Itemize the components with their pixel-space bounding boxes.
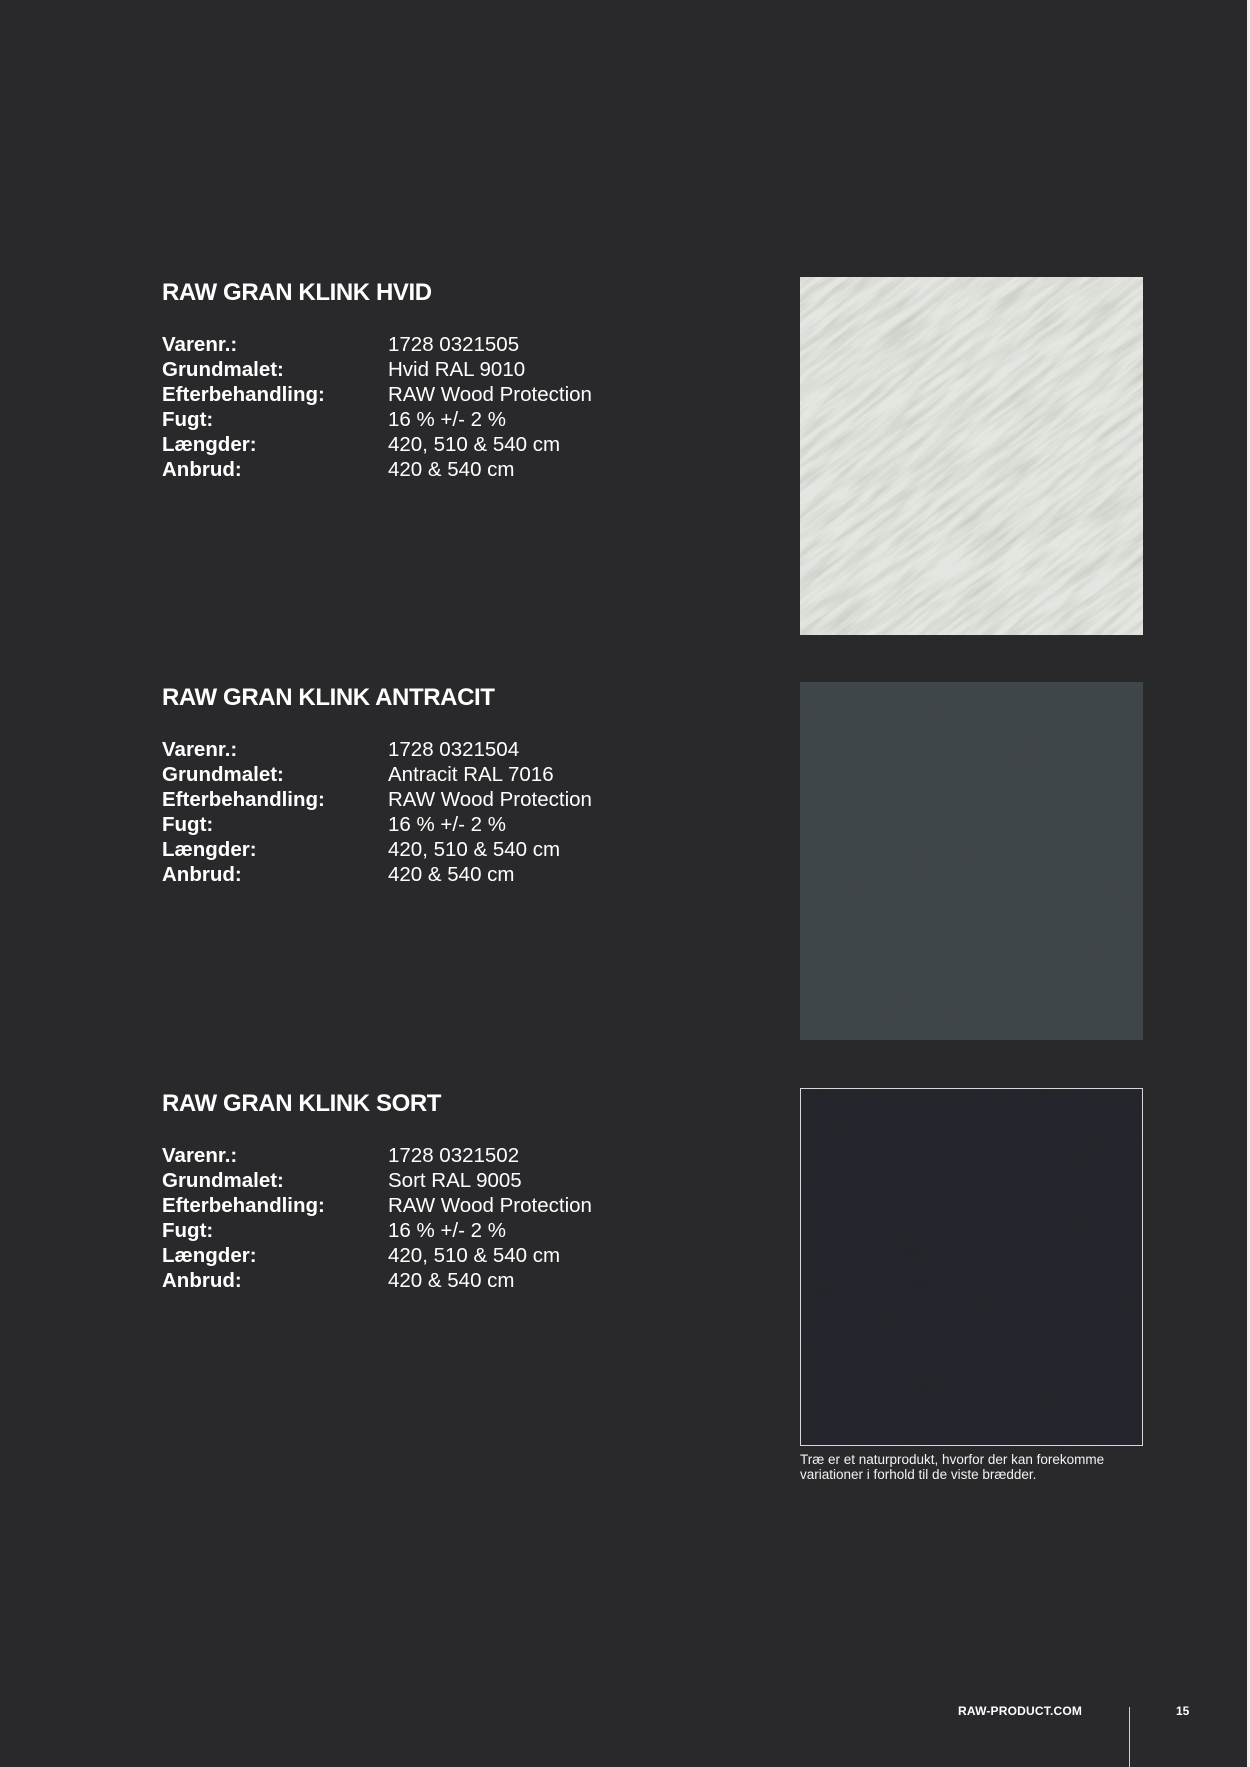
spec-label: Fugt: [162, 813, 214, 836]
spec-value: 420, 510 & 540 cm [388, 838, 561, 861]
spec-label: Længder: [162, 1244, 257, 1267]
spec-label: Fugt: [162, 408, 214, 431]
spec-label: Anbrud: [162, 1269, 242, 1292]
product-title: RAW GRAN KLINK SORT [162, 1090, 442, 1117]
product-antracit [0, 682, 1250, 1042]
spec-row-item-number [162, 1143, 592, 1168]
spec-list [162, 332, 592, 482]
product-hvid [0, 277, 1250, 637]
spec-value: Hvid RAL 9010 [388, 358, 526, 381]
spec-label: Varenr.: [162, 333, 238, 356]
spec-row-primed [162, 357, 592, 382]
spec-value: RAW Wood Protection [388, 788, 592, 811]
spec-value: 420 & 540 cm [388, 863, 515, 886]
spec-row-finish [162, 382, 592, 407]
spec-label: Længder: [162, 433, 257, 456]
wood-swatch-image [800, 1088, 1143, 1446]
spec-value: 420, 510 & 540 cm [388, 433, 561, 456]
spec-label: Længder: [162, 838, 257, 861]
spec-row-moisture [162, 812, 592, 837]
spec-row-item-number [162, 332, 592, 357]
spec-value: 420 & 540 cm [388, 1269, 515, 1292]
spec-label: Anbrud: [162, 863, 242, 886]
wood-texture [800, 682, 1143, 1040]
spec-row-finish [162, 787, 592, 812]
spec-row-lengths [162, 432, 592, 457]
product-sort [0, 1088, 1250, 1448]
spec-row-cut [162, 1268, 592, 1293]
spec-row-cut [162, 862, 592, 887]
spec-label: Fugt: [162, 1219, 214, 1242]
spec-label: Anbrud: [162, 458, 242, 481]
disclaimer-line: Træ er et naturprodukt, hvorfor der kan forekomme [800, 1452, 1105, 1467]
page-number: 15 [1176, 1704, 1190, 1718]
spec-value: 420 & 540 cm [388, 458, 515, 481]
spec-row-finish [162, 1193, 592, 1218]
wood-texture [800, 277, 1143, 635]
product-title: RAW GRAN KLINK HVID [162, 279, 432, 306]
spec-value: Antracit RAL 7016 [388, 763, 554, 786]
footer-website-link[interactable]: RAW-PRODUCT.COM [958, 1704, 1083, 1718]
spec-row-lengths [162, 837, 592, 862]
spec-row-item-number [162, 737, 592, 762]
spec-row-cut [162, 457, 592, 482]
spec-value: 16 % +/- 2 % [388, 813, 506, 836]
wood-texture [801, 1089, 1142, 1445]
spec-value: 16 % +/- 2 % [388, 1219, 506, 1242]
spec-list [162, 1143, 592, 1293]
spec-value: RAW Wood Protection [388, 383, 592, 406]
spec-value: 420, 510 & 540 cm [388, 1244, 561, 1267]
spec-value: Sort RAL 9005 [388, 1169, 522, 1192]
spec-label: Efterbehandling: [162, 788, 325, 811]
spec-value: 16 % +/- 2 % [388, 408, 506, 431]
wood-swatch-image [800, 277, 1143, 635]
spec-value: 1728 0321505 [388, 333, 520, 356]
spec-value: RAW Wood Protection [388, 1194, 592, 1217]
spec-label: Grundmalet: [162, 358, 284, 381]
spec-label: Varenr.: [162, 738, 238, 761]
spec-list [162, 737, 592, 887]
spec-row-moisture [162, 1218, 592, 1243]
spec-row-moisture [162, 407, 592, 432]
spec-label: Efterbehandling: [162, 1194, 325, 1217]
spec-value: 1728 0321502 [388, 1144, 520, 1167]
spec-label: Efterbehandling: [162, 383, 325, 406]
disclaimer-text [800, 1452, 1150, 1482]
spec-label: Grundmalet: [162, 1169, 284, 1192]
spec-row-primed [162, 762, 592, 787]
disclaimer-line: variationer i forhold til de viste brædder. [800, 1467, 1037, 1482]
spec-value: 1728 0321504 [388, 738, 520, 761]
footer-divider [1129, 1707, 1130, 1767]
product-title: RAW GRAN KLINK ANTRACIT [162, 684, 495, 711]
spec-label: Grundmalet: [162, 763, 284, 786]
wood-swatch-image [800, 682, 1143, 1040]
spec-label: Varenr.: [162, 1144, 238, 1167]
spec-row-primed [162, 1168, 592, 1193]
spec-row-lengths [162, 1243, 592, 1268]
